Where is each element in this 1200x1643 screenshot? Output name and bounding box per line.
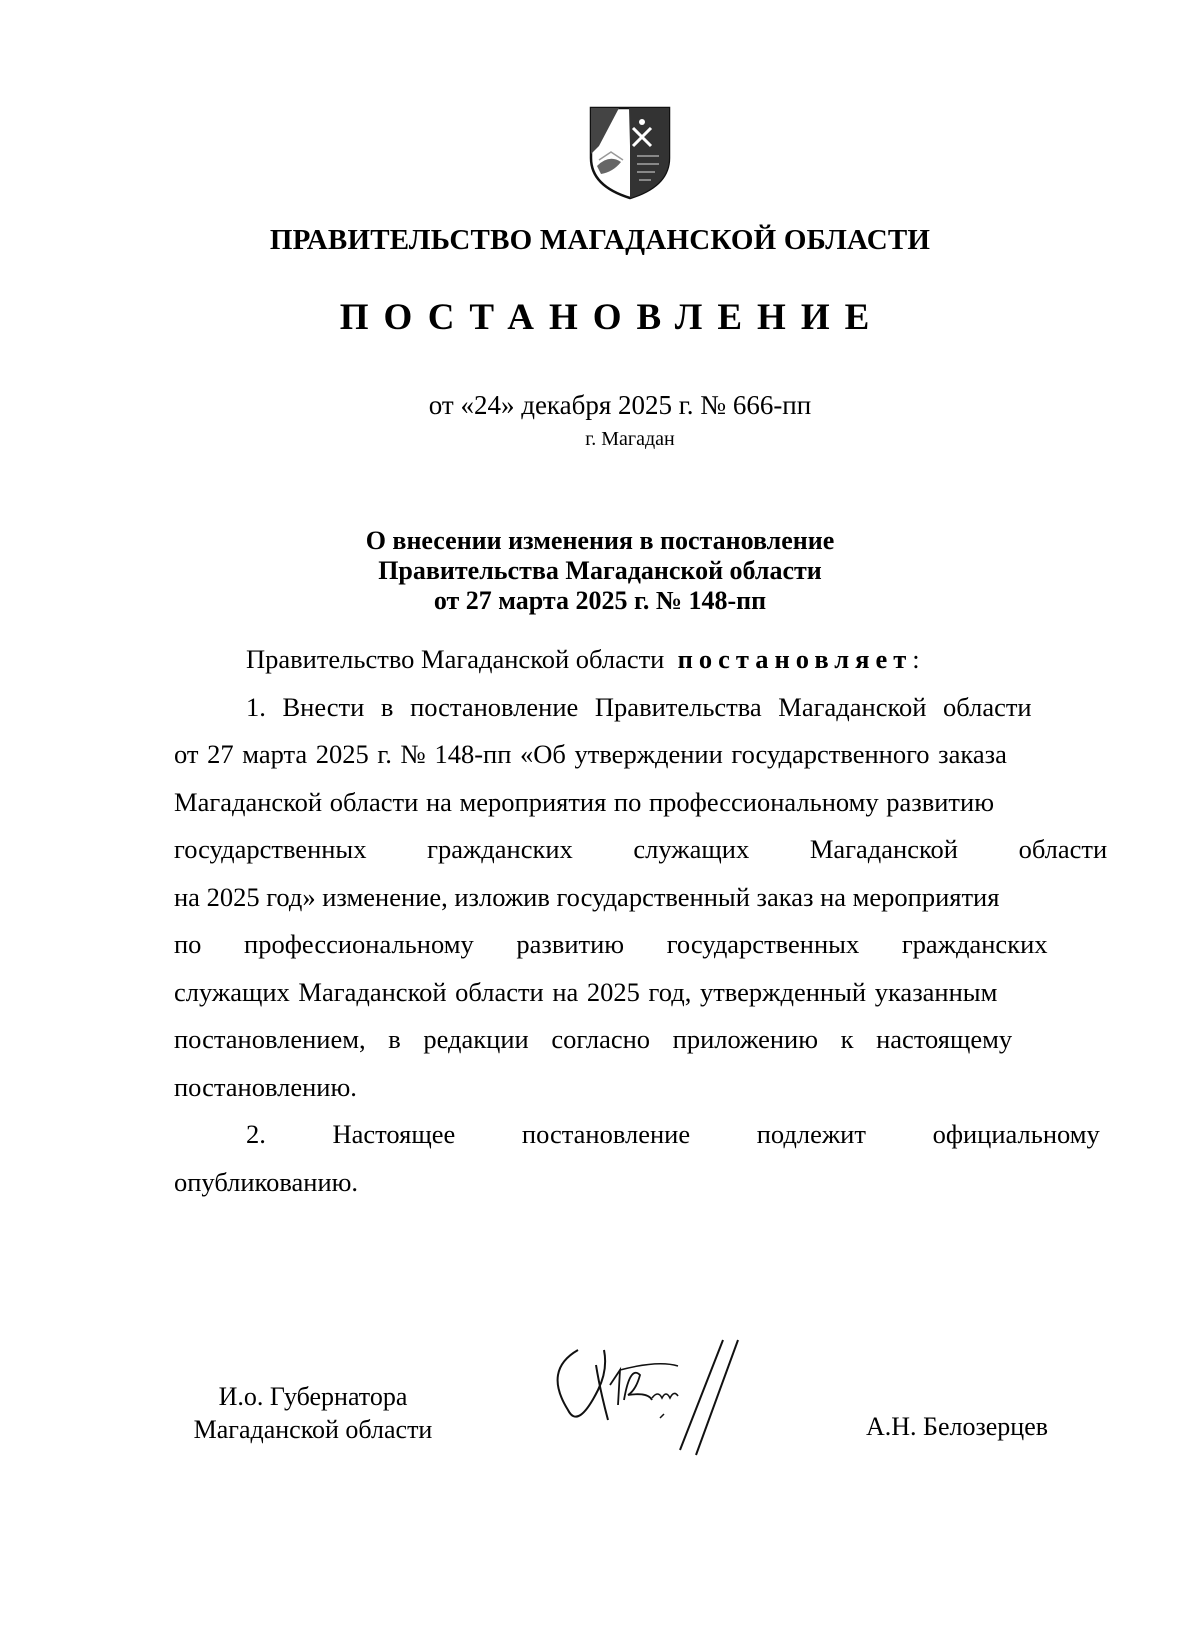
signatory-position-line: Магаданской области xyxy=(193,1415,433,1444)
document-body xyxy=(174,636,1108,1206)
item1-line xyxy=(174,1016,1072,1064)
item1-text: 1. Внести в постановление Правительства Магаданской области xyxy=(246,691,1032,722)
item2-line xyxy=(174,1159,1072,1207)
preamble-suffix: : xyxy=(912,644,920,674)
document-date-number: от «24» декабря 2025 г. № 666-пп xyxy=(428,390,812,420)
item1-text: постановлением, в редакции согласно приложению к настоящему xyxy=(174,1024,1013,1054)
item1-line xyxy=(174,684,1072,732)
preamble xyxy=(174,636,1072,684)
document-type-heading: ПОСТАНОВЛЕНИЕ xyxy=(339,297,885,338)
subject-line: от 27 марта 2025 г. № 148-пп xyxy=(433,586,767,615)
item1-text: Магаданской области на мероприятия по профессиональному развитию xyxy=(174,786,994,817)
item1-text: на 2025 год» изменение, изложив государственный заказ на мероприятия xyxy=(174,881,1000,912)
item1-line xyxy=(174,874,1072,922)
signatory-name: А.Н. Белозерцев xyxy=(866,1412,1049,1441)
handwritten-signature xyxy=(548,1330,778,1460)
item1-line xyxy=(174,969,1072,1017)
document-city: г. Магадан xyxy=(585,428,675,450)
coat-of-arms-emblem xyxy=(589,106,671,200)
item1-text: государственных гражданских служащих Магаданской области xyxy=(174,834,1108,864)
signatory-position xyxy=(178,1380,448,1446)
item1-line xyxy=(174,921,1072,969)
item1-text: по профессиональному развитию государственных гражданских xyxy=(174,929,1048,959)
item2-text: 2. Настоящее постановление подлежит официальному xyxy=(246,1119,1100,1149)
subject-line: О внесении изменения в постановление xyxy=(365,526,835,555)
item2-line xyxy=(174,1111,1100,1159)
organization-title: ПРАВИТЕЛЬСТВО МАГАДАНСКОЙ ОБЛАСТИ xyxy=(269,224,931,256)
item2-text: опубликованию. xyxy=(174,1166,359,1197)
subject-line: Правительства Магаданской области xyxy=(378,556,822,585)
item1-line xyxy=(174,1064,1072,1112)
item1-text: постановлению. xyxy=(174,1071,357,1102)
document-subject xyxy=(0,526,1200,616)
item1-line xyxy=(174,826,1108,874)
item1-line xyxy=(174,731,1072,779)
item1-text: служащих Магаданской области на 2025 год, утвержденный указанным xyxy=(174,976,998,1007)
item1-text: от 27 марта 2025 г. № 148-пп «Об утверждении государственного заказа xyxy=(174,739,1007,769)
preamble-keyword: постановляет xyxy=(677,644,913,674)
preamble-text: Правительство Магаданской области xyxy=(246,644,665,674)
item1-line xyxy=(174,779,1072,827)
signatory-position-line: И.о. Губернатора xyxy=(218,1382,408,1411)
